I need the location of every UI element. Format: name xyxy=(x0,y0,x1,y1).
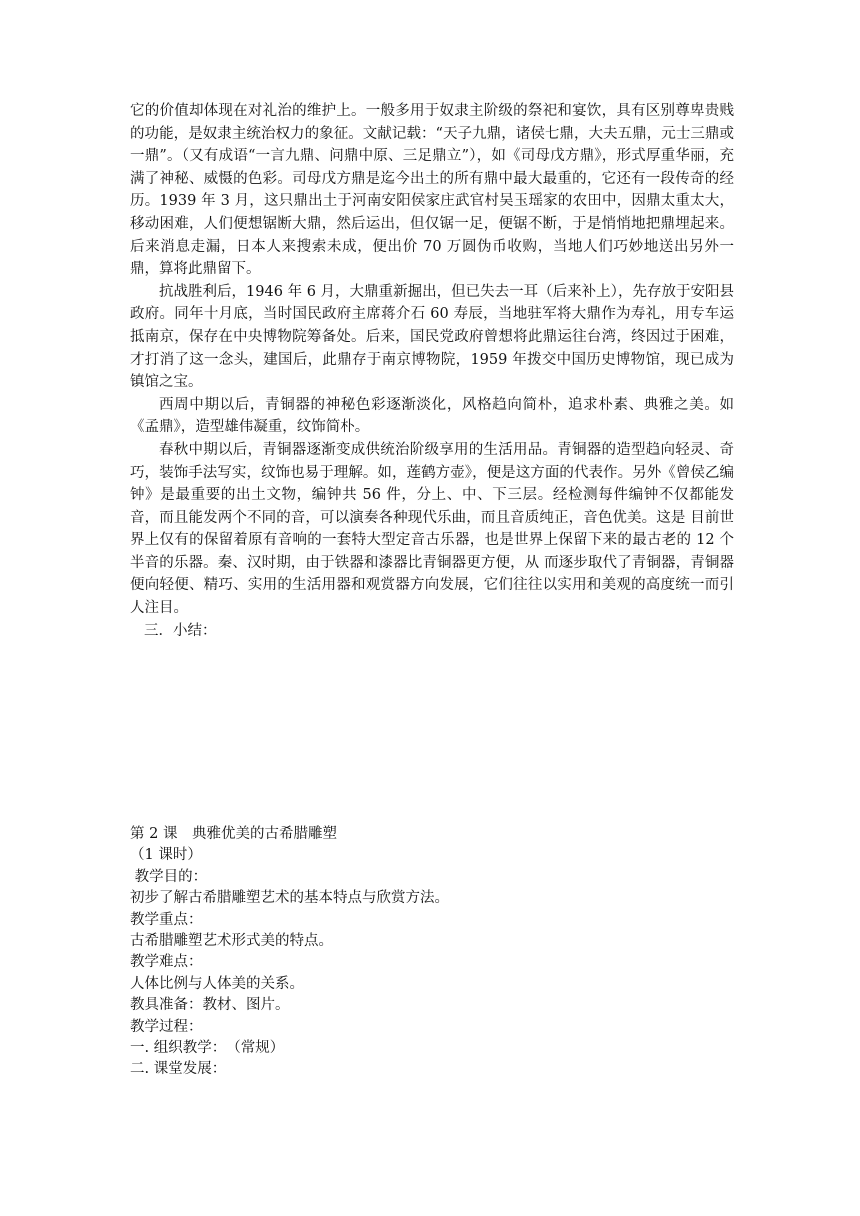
step-1: 一. 组织教学： （常规） xyxy=(130,1040,285,1057)
difficulty-text: 人体比例与人体美的关系。 xyxy=(130,975,304,992)
paragraph-post-war: 抗战胜利后，1946 年 6 月，大鼎重新掘出，但已失去一耳（后来补上），先存放于安阳县政府。同年十月底，当时国民政府主席蒋介石 60 寿辰，当地驻军将大鼎作为寿礼，用专车运抵南京，保存在中央博物院筹备处。后来，国民党政府曾想将此鼎运往台湾，终因过于困难，才打消了这一念头，建国后，此鼎存于南京博物院，1959 年拨交中国历史博物馆，现已成为镇馆之宝。 xyxy=(130,283,734,391)
goal-label: 教学目的： xyxy=(130,868,208,885)
goal-text: 初步了解古希腊雕塑艺术的基本特点与欣赏方法。 xyxy=(130,890,449,907)
materials-text: 教具准备：教材、图片。 xyxy=(130,997,290,1014)
key-text: 古希腊雕塑艺术形式美的特点。 xyxy=(130,933,333,950)
lesson-2-plan xyxy=(130,824,734,1081)
key-label: 教学重点： xyxy=(130,911,203,928)
paragraph-spring-autumn: 春秋中期以后，青铜器逐渐变成供统治阶级享用的生活用品。青铜器的造型趋向轻灵、奇巧，装饰手法写实，纹饰也易于理解。如，莲鹤方壶》，便是这方面的代表作。另外《曾侯乙编钟》是最重要的出土文物，编钟共 56 件，分上、中、下三层。经检测每件编钟不仅都能发音，而且能发两个不同的音，可以演奏各种现代乐曲，而且音质纯正，音色优美。这是 目前世界上仅有的保留着原有音响的一套特大型定音古乐器，也是世界上保留下来的最古老的 12 个半音的乐器。秦、汉时期，由于铁器和漆器比青铜器更方便，从 而逐步取代了青铜器，青铜器便向轻便、精巧、实用的生活用器和观赏器方向发展，它们往往以实用和美观的高度统一而引人注目。 xyxy=(130,441,734,617)
paragraph-ding-history: 它的价值却体现在对礼治的维护上。一般多用于奴隶主阶级的祭祀和宴饮，具有区别尊卑贵贱的功能，是奴隶主统治权力的象征。文献记载：“天子九鼎，诸侯七鼎，大夫五鼎，元士三鼎或一鼎”。（又有成语“一言九鼎、问鼎中原、三足鼎立”），如《司母戊方鼎》，形式厚重华丽，充满了神秘、威慑的色彩。司母戊方鼎是迄今出土的所有鼎中最大最重的，它还有一段传奇的经历。1939 年 3 月，这只鼎出土于河南安阳侯家庄武官村吴玉瑶家的农田中，因鼎太重太大，移动困难，人们便想锯断大鼎，然后运出，但仅锯一足，便锯不断，于是悄悄地把鼎埋起来。后来消息走漏，日本人来搜索未成，便出价 70 万圆伪币收购，当地人们巧妙地送出另外一鼎，算将此鼎留下。 xyxy=(130,103,734,278)
process-label: 教学过程： xyxy=(130,1018,203,1035)
summary-heading: 三．小结： xyxy=(144,622,217,639)
difficulty-label: 教学难点： xyxy=(130,954,203,971)
step-2: 二. 课堂发展： xyxy=(130,1061,227,1078)
section-text xyxy=(130,100,734,642)
lesson-title: 第 2 课 典雅优美的古希腊雕塑 xyxy=(130,826,337,842)
lesson-hours: （1 课时） xyxy=(130,847,202,864)
paragraph-western-zhou: 西周中期以后，青铜器的神秘色彩逐渐淡化，风格趋向简朴，追求朴素、典雅之美。如《孟鼎》，造型雄伟凝重，纹饰简朴。 xyxy=(130,396,734,436)
